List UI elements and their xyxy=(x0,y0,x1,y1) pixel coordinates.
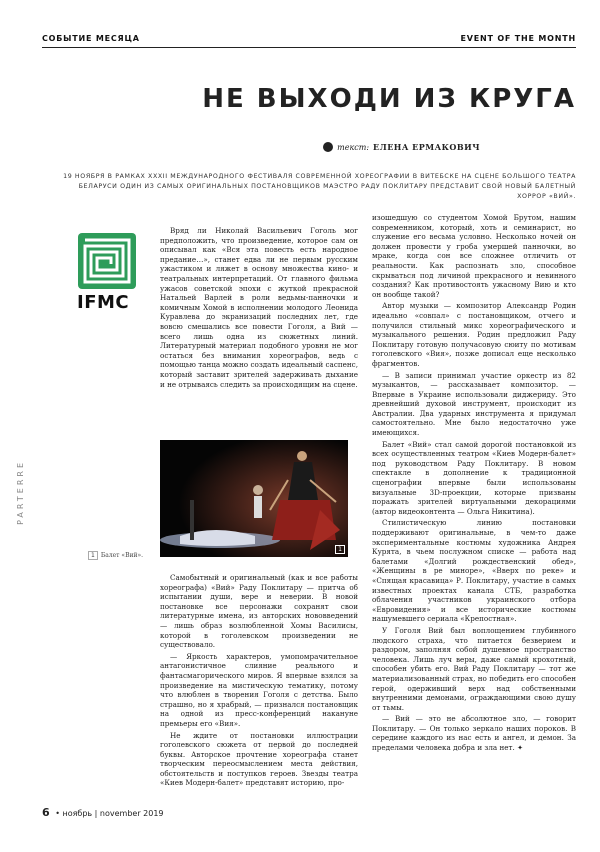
paragraph: изошедшую со студентом Хомой Брутом, нашим современником, который, хоть и семинарист, но служение его весьма условно. Несколько ночей он должен провести у гроба умершей панночки, во мраке, когда сон все сложнее отличить от реальности. Как распознать зло, способное скрываться под личиной прекрасного и невинного создания? Как противостоять ужасному Вию и кто он вообще такой? xyxy=(372,213,576,299)
section-label-en: EVENT OF THE MONTH xyxy=(460,34,576,43)
caption-text: Балет «Вий». xyxy=(100,552,144,559)
photo-number: 1 xyxy=(335,545,345,554)
column-2 xyxy=(160,573,358,790)
paragraph: У Гоголя Вий был воплощением глубинного людского страха, что питается безверием и раздором, заполняя собой душевное пространство человека. Лишь луч веры, даже самый крохотный, способен убить его. Вий Раду Поклитару — тот же материализованный страх, но победить его способен герой, одерживший верх над собственными внутренними демонами, ограждающими свою душу от тьмы. xyxy=(372,625,576,712)
byline-author: ЕЛЕНА ЕРМАКОВИЧ xyxy=(373,142,480,152)
paragraph: Балет «Вий» стал самой дорогой постановкой из всех осуществленных театром «Киев Модерн-балет» под руководством Раду Поклитару. В новом спектакле в дополнение к традиционной сценографии впервые были использованы визуальные 3D-проекции, которые призваны поражать зрителей виртуальными декорациями (автор видеоконтента — Ольга Никитина). xyxy=(372,439,576,516)
festival-logo xyxy=(77,232,139,313)
paragraph: Не ждите от постановки иллюстрации гоголевского сюжета от первой до последней буквы. Авторское прочтение хореографа станет творческим переосмыслением места действия, обстоятельств и поступков героев. Звезды театра «Киев Модерн-балет» представят историю, про- xyxy=(160,730,358,788)
page-footer xyxy=(42,806,164,819)
paragraph: — Яркость характеров, умопомрачительное антагонистичное слияние реального и фантасмагорического миров. Я впервые взялся за произведение на мистическую тематику, потому что влюблен в творения Гоголя с детства. Было страшно, но я храбрый, — признался постановщик на одной из пресс-конференций накануне премьеры его «Вия». xyxy=(160,651,358,728)
paragraph: Стилистическую линию постановки поддерживают оригинальные, в чем-то даже экспериментальные костюмы художника Андрея Курята, в чьем послужном списке — работа над балетами «Долгий рождественский обед», «Женщины в ре миноре», «Вверх по реке» и «Спящая красавица» Р. Поклитару, участие в самых известных проектах канала СТБ, разработка облачения участников украинского отбора «Евровидения» и все исторические костюмы нашумевшего сериала «Крепостная». xyxy=(372,518,576,624)
byline xyxy=(323,142,480,152)
article-lead: 19 НОЯБРЯ В РАМКАХ XXXII МЕЖДУНАРОДНОГО ФЕСТИВАЛЯ СОВРЕМЕННОЙ ХОРЕОГРАФИИ В ВИТЕБСКЕ НА СЦЕНЕ БОЛЬШОГО ТЕАТРА БЕЛАРУСИ ОДИН ИЗ САМЫХ ОРИГИНАЛЬНЫХ ПОСТАНОВЩИКОВ МАЭСТРО РАДУ ПОКЛИТАРУ ПРЕДСТАВИТ СВОЙ НОВЫЙ БАЛЕТНЫЙ ХОРРОР «ВИЙ». xyxy=(63,173,576,200)
maze-emblem-icon xyxy=(77,232,137,290)
paragraph: Автор музыки — композитор Александр Родин идеально «совпал» с постановщиком, отчего и получился стильный микс хореографического и музыкального решения. Родин предложил Раду Поклитару готовую получасовую сюиту по мотивам гоголевского «Вия», позже дописал еще несколько фрагментов. xyxy=(372,301,576,368)
page-number: 6 xyxy=(42,806,50,819)
article-title: НЕ ВЫХОДИ ИЗ КРУГА xyxy=(202,84,576,114)
header-rule xyxy=(42,47,576,48)
column-1 xyxy=(160,226,358,391)
logo-text: IFMC xyxy=(77,292,130,313)
paragraph: Самобытный и оригинальный (как и все работы хореографа) «Вий» Раду Поклитару — притча об испытании души, вере и неверии. В новой постановке все персонажи сохранят свои литературные имена, из авторских нововведений — лишь образ возлюбленной Хомы Василисы, которой в гоголевском произведении не существовало. xyxy=(160,573,358,650)
pen-icon xyxy=(323,142,333,152)
section-label-ru: СОБЫТИЕ МЕСЯЦА xyxy=(42,34,140,43)
byline-prefix: текст: xyxy=(337,142,370,152)
column-3 xyxy=(372,213,576,755)
section-header xyxy=(42,34,576,48)
issue-date: ноябрь | november 2019 xyxy=(62,809,164,818)
caption-number: 1 xyxy=(88,551,98,560)
ballet-scene-image xyxy=(160,440,348,557)
footer-separator: • xyxy=(55,809,60,818)
paragraph: — Вий — это не абсолютное зло, — говорит Поклитару. — Он только зеркало наших пороков. В середине каждого из нас есть и ангел, и демон. За пределами человека добра и зла нет. ✦ xyxy=(372,714,576,753)
stage-photo xyxy=(160,440,348,557)
photo-caption xyxy=(88,551,143,560)
side-label: PARTERRE xyxy=(16,460,25,525)
paragraph: — В записи принимал участие оркестр из 82 музыкантов, — рассказывает композитор. — Впервые в Украине использовали диджериду. Это древнейший духовой инструмент, происходит из Австралии. Два ударных инструмента я придумал самостоятельно. Мне было недостаточно уже имеющихся. xyxy=(372,370,576,438)
paragraph: Вряд ли Николай Васильевич Гоголь мог предположить, что произведение, которое сам он описывал как «Вся эта повесть есть народное предание…», станет едва ли не первым русским ужастиком и ляжет в основу множества кино- и театральных интерпретаций. От главного фильма ужасов советской эпохи с жуткой прекрасной Натальей Варлей в роли ведьмы-панночки и комичным Хомой в исполнении молодого Леонида Куравлева до экранизаций последних лет, где вовсю смешались все повести Гоголя, а Вий — всего лишь одна из сюжетных линий. Литературный материал подобного уровня не мог остаться без внимания хореографов, ведь с помощью танца можно создать идеальный саспенс, который заставит зрителей задерживать дыхание и не отрываясь следить за происходящим на сцене. xyxy=(160,226,358,389)
